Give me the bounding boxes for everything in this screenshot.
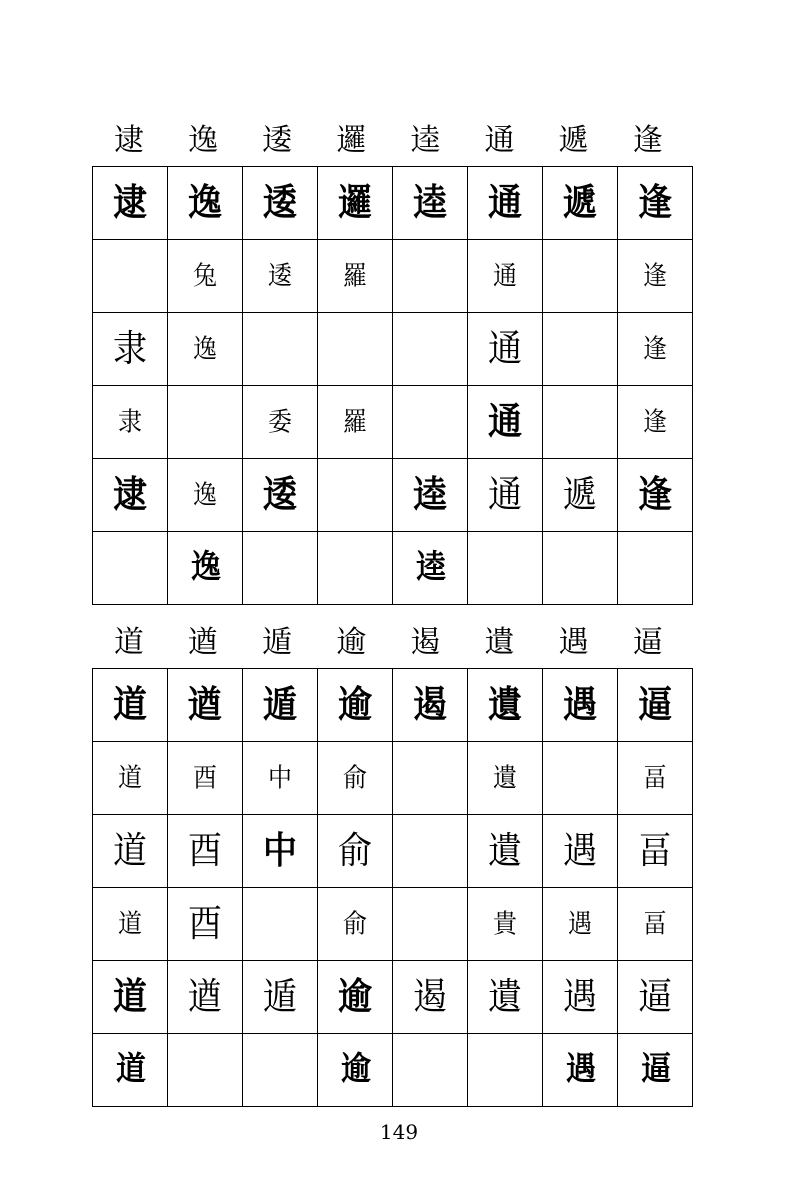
table-row bbox=[93, 961, 693, 1034]
glyph-cell bbox=[93, 532, 168, 605]
glyph-cell bbox=[543, 888, 618, 961]
glyph-cell bbox=[393, 240, 468, 313]
glyph-cell bbox=[618, 888, 693, 961]
glyph-form: 通 bbox=[488, 473, 522, 517]
section-2-grid bbox=[92, 668, 693, 1107]
glyph-form: 逢 bbox=[643, 406, 667, 438]
glyph-form: 道 bbox=[113, 975, 147, 1019]
glyph-form: 道 bbox=[118, 908, 142, 940]
glyph-form: 遇 bbox=[566, 1050, 594, 1089]
glyph-form: 遏 bbox=[413, 975, 447, 1019]
glyph-cell bbox=[93, 815, 168, 888]
glyph-form: 遇 bbox=[563, 829, 597, 873]
section-1-grid bbox=[92, 166, 693, 605]
glyph-cell bbox=[93, 961, 168, 1034]
glyph-form: 逾 bbox=[338, 683, 372, 727]
column-header: 逸 bbox=[188, 123, 219, 158]
glyph-form: 遇 bbox=[563, 683, 597, 727]
glyph-cell bbox=[243, 240, 318, 313]
table-row bbox=[93, 313, 693, 386]
glyph-cell bbox=[393, 888, 468, 961]
glyph-cell bbox=[168, 532, 243, 605]
glyph-cell bbox=[468, 742, 543, 815]
glyph-form: 遺 bbox=[488, 829, 522, 873]
glyph-cell bbox=[468, 669, 543, 742]
glyph-cell bbox=[543, 815, 618, 888]
glyph-cell bbox=[618, 313, 693, 386]
glyph-cell bbox=[618, 815, 693, 888]
glyph-cell bbox=[543, 1034, 618, 1107]
glyph-form: 逶 bbox=[263, 473, 297, 517]
glyph-cell bbox=[543, 167, 618, 240]
column-header: 遞 bbox=[558, 123, 589, 158]
glyph-cell bbox=[618, 459, 693, 532]
glyph-cell bbox=[168, 815, 243, 888]
glyph-cell bbox=[468, 386, 543, 459]
table-row bbox=[93, 742, 693, 815]
glyph-form: 俞 bbox=[343, 908, 367, 940]
glyph-form: 畐 bbox=[643, 762, 667, 794]
glyph-form: 通 bbox=[493, 260, 517, 292]
glyph-form: 遒 bbox=[188, 975, 222, 1019]
glyph-cell bbox=[543, 532, 618, 605]
glyph-form: 羅 bbox=[343, 260, 367, 292]
column-header: 逢 bbox=[632, 123, 663, 158]
glyph-form: 兔 bbox=[193, 260, 217, 292]
glyph-form: 遇 bbox=[568, 908, 592, 940]
glyph-cell bbox=[318, 961, 393, 1034]
glyph-cell bbox=[468, 961, 543, 1034]
glyph-form: 通 bbox=[488, 327, 522, 371]
column-header: 通 bbox=[484, 123, 515, 158]
column-header: 逼 bbox=[632, 625, 663, 660]
glyph-form: 逶 bbox=[268, 260, 292, 292]
glyph-cell bbox=[393, 815, 468, 888]
glyph-form: 逸 bbox=[193, 479, 217, 511]
glyph-cell bbox=[618, 532, 693, 605]
column-header: 遁 bbox=[262, 625, 293, 660]
glyph-form: 遺 bbox=[493, 762, 517, 794]
glyph-cell bbox=[318, 888, 393, 961]
glyph-cell bbox=[168, 459, 243, 532]
glyph-form: 中 bbox=[268, 762, 292, 794]
glyph-cell bbox=[93, 167, 168, 240]
glyph-cell bbox=[168, 961, 243, 1034]
glyph-cell bbox=[393, 386, 468, 459]
glyph-cell bbox=[93, 888, 168, 961]
table-row bbox=[93, 240, 693, 313]
glyph-cell bbox=[168, 1034, 243, 1107]
column-header: 道 bbox=[114, 625, 145, 660]
glyph-form: 逼 bbox=[641, 1050, 669, 1089]
column-header: 遺 bbox=[484, 625, 515, 660]
glyph-form: 遇 bbox=[563, 975, 597, 1019]
page-number: 149 bbox=[379, 1120, 419, 1144]
glyph-cell bbox=[543, 961, 618, 1034]
glyph-cell bbox=[168, 669, 243, 742]
glyph-cell bbox=[393, 669, 468, 742]
glyph-cell bbox=[318, 669, 393, 742]
glyph-cell bbox=[93, 669, 168, 742]
glyph-form: 遁 bbox=[263, 683, 297, 727]
glyph-form: 逢 bbox=[638, 473, 672, 517]
column-header: 邏 bbox=[336, 123, 367, 158]
glyph-form: 隶 bbox=[113, 327, 147, 371]
glyph-cell bbox=[468, 1034, 543, 1107]
glyph-cell bbox=[318, 532, 393, 605]
glyph-form: 逼 bbox=[638, 975, 672, 1019]
section-2-headers bbox=[92, 620, 685, 666]
glyph-cell bbox=[618, 240, 693, 313]
glyph-cell bbox=[93, 459, 168, 532]
glyph-form: 畐 bbox=[643, 908, 667, 940]
glyph-cell bbox=[318, 1034, 393, 1107]
glyph-form: 逾 bbox=[341, 1050, 369, 1089]
glyph-cell bbox=[393, 532, 468, 605]
glyph-form: 道 bbox=[113, 683, 147, 727]
glyph-cell bbox=[393, 1034, 468, 1107]
glyph-cell bbox=[243, 888, 318, 961]
glyph-cell bbox=[243, 742, 318, 815]
glyph-cell bbox=[618, 742, 693, 815]
glyph-cell bbox=[318, 459, 393, 532]
glyph-cell bbox=[93, 1034, 168, 1107]
glyph-cell bbox=[543, 240, 618, 313]
glyph-form: 委 bbox=[268, 406, 292, 438]
section-1-headers bbox=[92, 118, 685, 164]
glyph-form: 通 bbox=[488, 400, 522, 444]
table-row bbox=[93, 386, 693, 459]
glyph-form: 逶 bbox=[263, 181, 297, 225]
column-header: 遇 bbox=[558, 625, 589, 660]
glyph-form: 酉 bbox=[193, 762, 217, 794]
glyph-form: 畐 bbox=[638, 829, 672, 873]
glyph-cell bbox=[243, 313, 318, 386]
glyph-cell bbox=[318, 313, 393, 386]
glyph-form: 逸 bbox=[191, 548, 219, 587]
glyph-cell bbox=[393, 961, 468, 1034]
glyph-cell bbox=[468, 815, 543, 888]
column-header: 逮 bbox=[114, 123, 145, 158]
glyph-form: 貴 bbox=[493, 908, 517, 940]
glyph-form: 通 bbox=[488, 181, 522, 225]
glyph-form: 遞 bbox=[563, 181, 597, 225]
glyph-cell bbox=[243, 532, 318, 605]
glyph-cell bbox=[618, 961, 693, 1034]
column-header: 逵 bbox=[410, 123, 441, 158]
glyph-cell bbox=[243, 459, 318, 532]
table-row bbox=[93, 815, 693, 888]
glyph-cell bbox=[543, 459, 618, 532]
glyph-cell bbox=[318, 815, 393, 888]
glyph-cell bbox=[318, 167, 393, 240]
glyph-form: 逾 bbox=[338, 975, 372, 1019]
table-row bbox=[93, 459, 693, 532]
glyph-cell bbox=[618, 167, 693, 240]
glyph-cell bbox=[93, 240, 168, 313]
glyph-form: 酉 bbox=[188, 902, 222, 946]
glyph-form: 逸 bbox=[188, 181, 222, 225]
glyph-cell bbox=[393, 742, 468, 815]
glyph-cell bbox=[543, 386, 618, 459]
glyph-form: 邏 bbox=[338, 181, 372, 225]
glyph-cell bbox=[93, 742, 168, 815]
glyph-form: 羅 bbox=[343, 406, 367, 438]
table-row bbox=[93, 532, 693, 605]
glyph-form: 道 bbox=[118, 762, 142, 794]
glyph-cell bbox=[93, 313, 168, 386]
glyph-form: 中 bbox=[263, 829, 297, 873]
glyph-cell bbox=[618, 386, 693, 459]
glyph-cell bbox=[543, 669, 618, 742]
glyph-cell bbox=[543, 742, 618, 815]
glyph-cell bbox=[468, 313, 543, 386]
glyph-form: 遏 bbox=[413, 683, 447, 727]
glyph-form: 逢 bbox=[643, 260, 667, 292]
glyph-cell bbox=[318, 240, 393, 313]
glyph-form: 道 bbox=[116, 1050, 144, 1089]
glyph-form: 道 bbox=[113, 829, 147, 873]
glyph-cell bbox=[168, 313, 243, 386]
glyph-form: 逸 bbox=[193, 333, 217, 365]
glyph-form: 逮 bbox=[113, 473, 147, 517]
glyph-cell bbox=[468, 459, 543, 532]
column-header: 遒 bbox=[188, 625, 219, 660]
glyph-form: 逵 bbox=[413, 473, 447, 517]
column-header: 逶 bbox=[262, 123, 293, 158]
glyph-form: 逵 bbox=[416, 548, 444, 587]
glyph-cell bbox=[468, 240, 543, 313]
glyph-cell bbox=[243, 386, 318, 459]
glyph-cell bbox=[393, 459, 468, 532]
glyph-cell bbox=[168, 167, 243, 240]
glyph-cell bbox=[243, 961, 318, 1034]
column-header: 逾 bbox=[336, 625, 367, 660]
glyph-cell bbox=[243, 669, 318, 742]
glyph-form: 遺 bbox=[488, 975, 522, 1019]
glyph-cell bbox=[168, 386, 243, 459]
glyph-form: 逢 bbox=[638, 181, 672, 225]
glyph-cell bbox=[243, 815, 318, 888]
glyph-form: 遒 bbox=[188, 683, 222, 727]
glyph-cell bbox=[168, 742, 243, 815]
glyph-form: 遞 bbox=[563, 473, 597, 517]
table-row bbox=[93, 167, 693, 240]
glyph-form: 隶 bbox=[118, 406, 142, 438]
glyph-form: 俞 bbox=[338, 829, 372, 873]
glyph-cell bbox=[468, 167, 543, 240]
glyph-cell bbox=[618, 669, 693, 742]
table-row bbox=[93, 888, 693, 961]
glyph-form: 酉 bbox=[188, 829, 222, 873]
glyph-form: 遺 bbox=[488, 683, 522, 727]
glyph-cell bbox=[168, 240, 243, 313]
glyph-cell bbox=[318, 742, 393, 815]
glyph-form: 俞 bbox=[343, 762, 367, 794]
column-header: 遏 bbox=[410, 625, 441, 660]
glyph-cell bbox=[618, 1034, 693, 1107]
glyph-cell bbox=[393, 313, 468, 386]
glyph-cell bbox=[243, 1034, 318, 1107]
glyph-form: 逵 bbox=[413, 181, 447, 225]
glyph-form: 逢 bbox=[643, 333, 667, 365]
glyph-cell bbox=[393, 167, 468, 240]
glyph-cell bbox=[468, 532, 543, 605]
glyph-cell bbox=[318, 386, 393, 459]
glyph-cell bbox=[243, 167, 318, 240]
glyph-cell bbox=[543, 313, 618, 386]
glyph-form: 逮 bbox=[113, 181, 147, 225]
glyph-cell bbox=[468, 888, 543, 961]
glyph-cell bbox=[168, 888, 243, 961]
glyph-cell bbox=[93, 386, 168, 459]
glyph-form: 逼 bbox=[638, 683, 672, 727]
glyph-form: 遁 bbox=[263, 975, 297, 1019]
table-row bbox=[93, 1034, 693, 1107]
table-row bbox=[93, 669, 693, 742]
